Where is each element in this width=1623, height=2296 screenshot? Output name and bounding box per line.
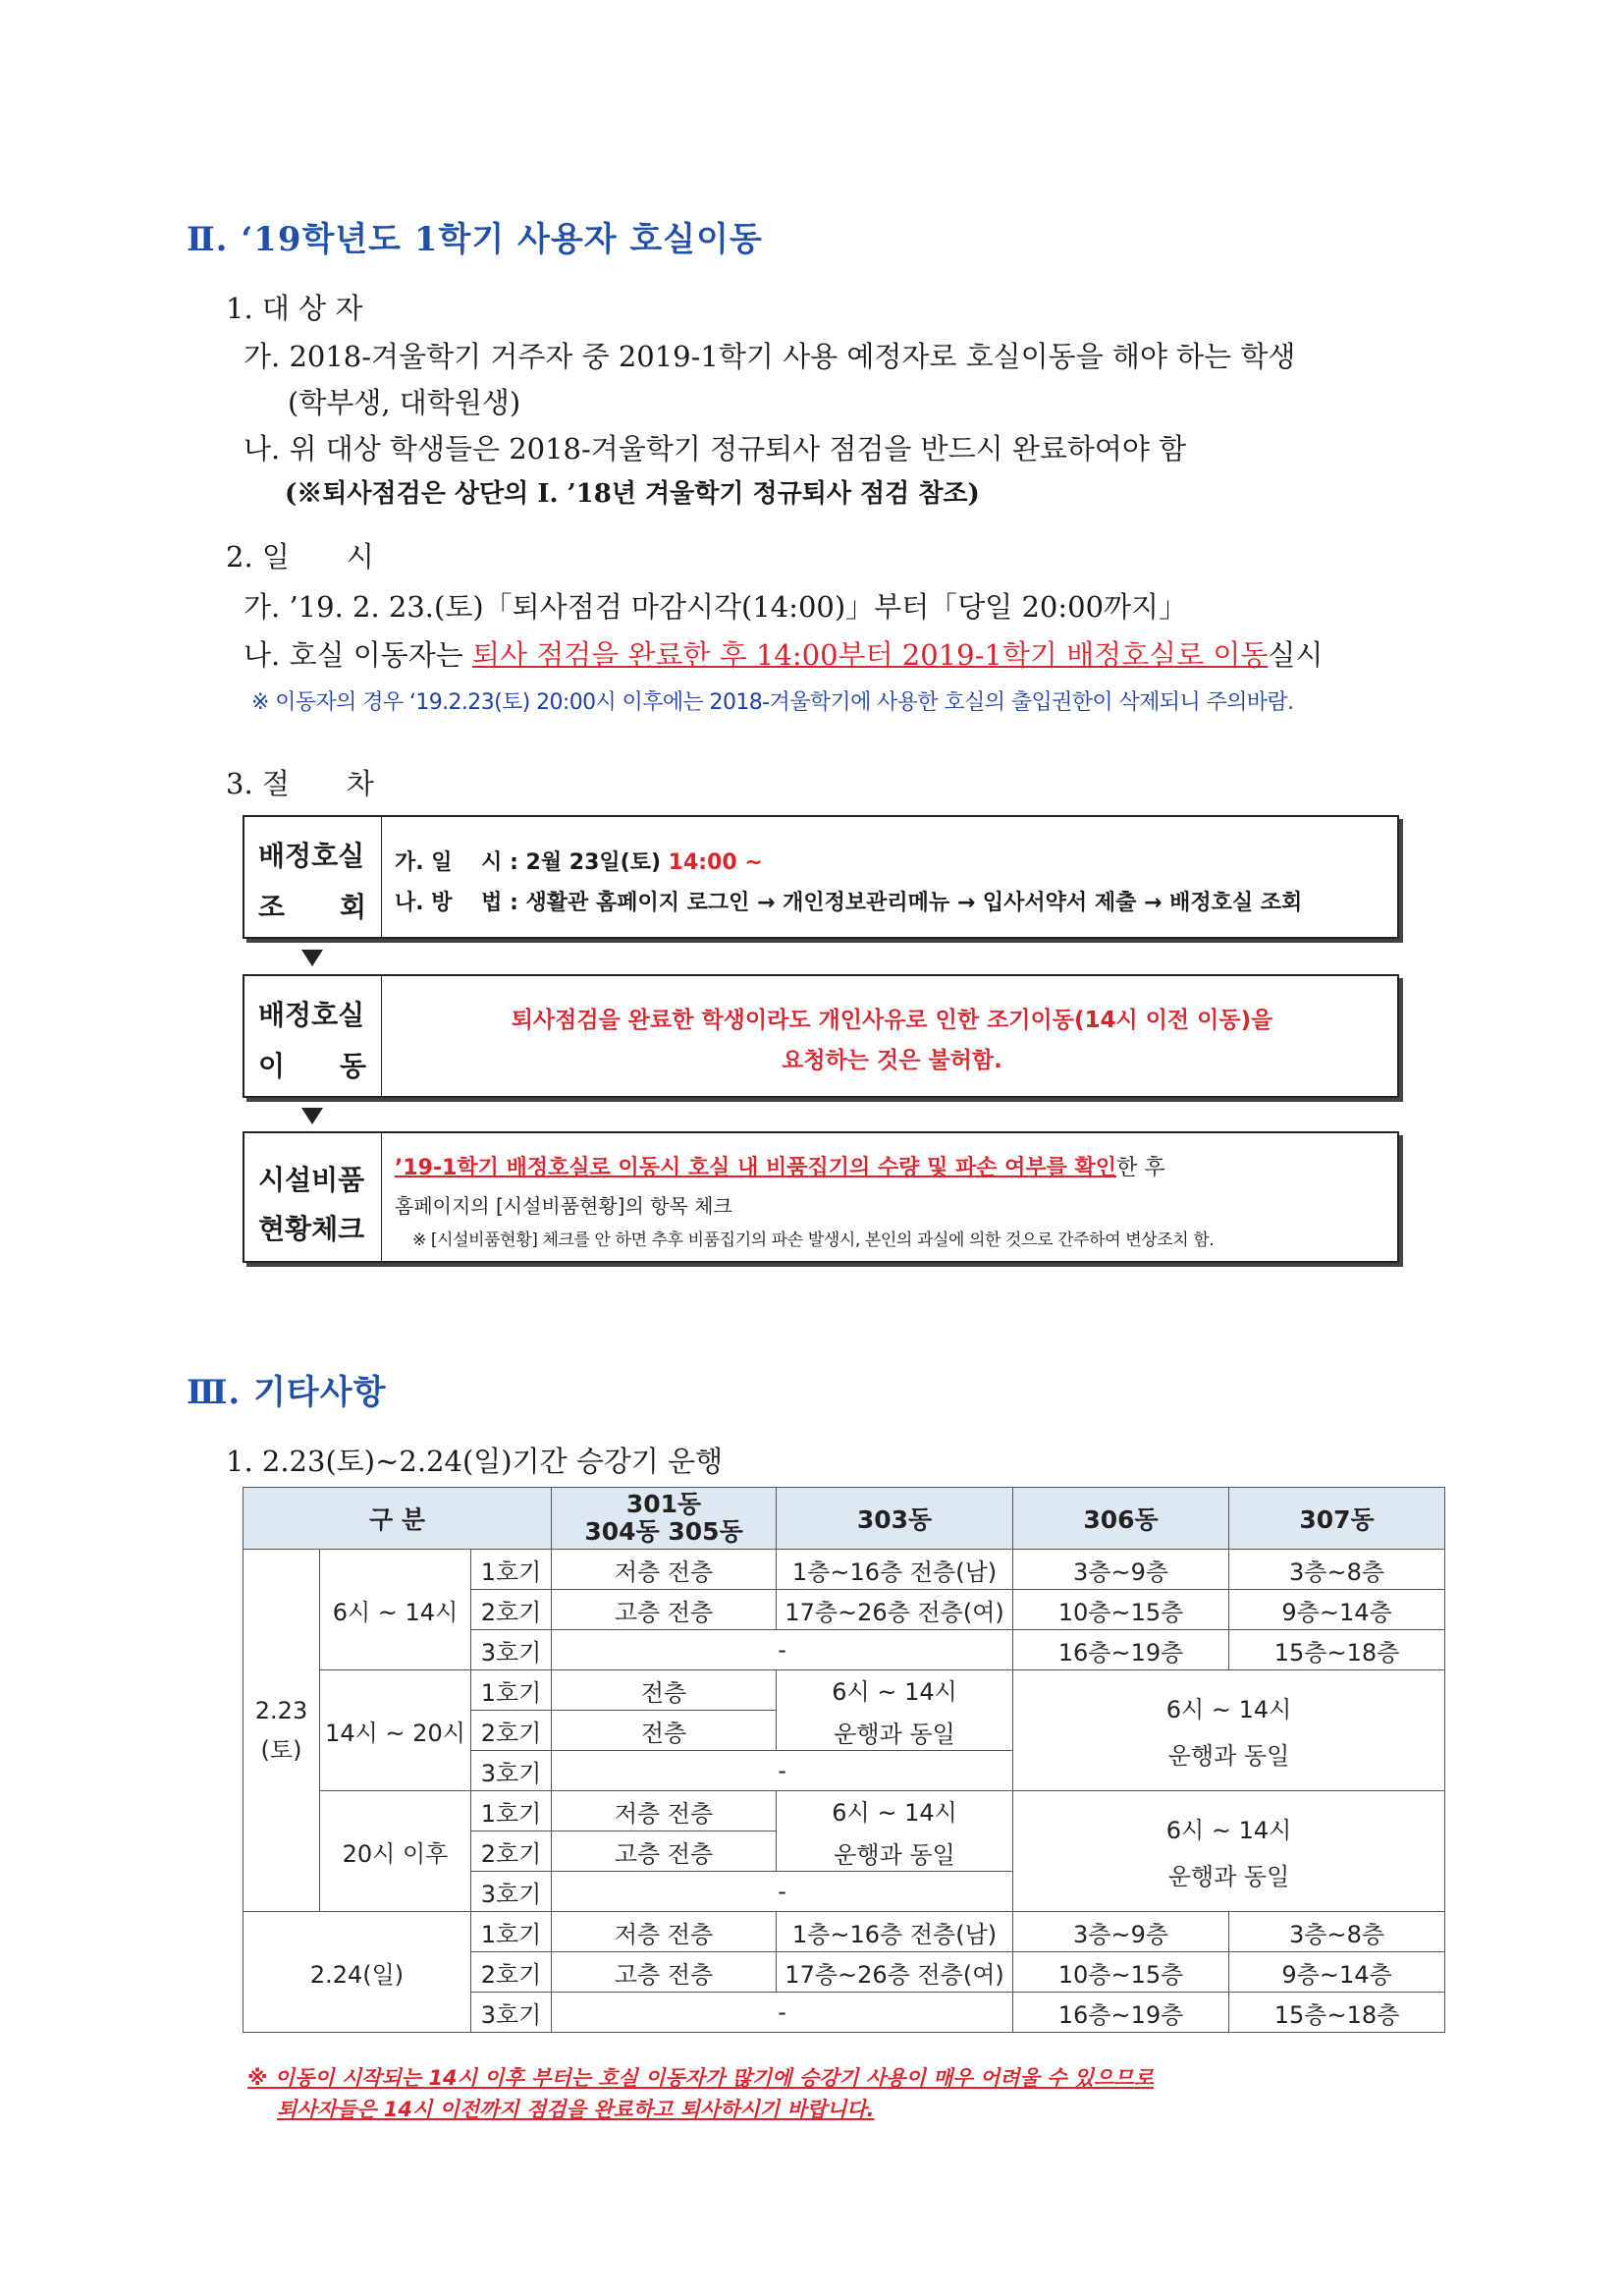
item2-b-prefix: 나. 호실 이동자는 xyxy=(243,638,472,672)
table-cell: 9층~14층 xyxy=(1229,1590,1445,1630)
lookup-line1-time: 14:00 ~ xyxy=(668,850,763,875)
header-bldg-307: 307동 xyxy=(1229,1488,1445,1550)
lookup-label-line1: 배정호실 xyxy=(258,840,365,872)
table-cell: 3층~9층 xyxy=(1013,1550,1229,1590)
header-bldg-303: 303동 xyxy=(777,1488,1013,1550)
item1-a-line1: 가. 2018-겨울학기 거주자 중 2019-1학기 사용 예정자로 호실이동을 해야 하는 학생 xyxy=(243,340,1296,373)
down-arrow-icon xyxy=(301,1108,323,1124)
item2-note: ※ 이동자의 경우 ‘19.2.23(토) 20:00시 이후에는 2018-겨울학기에 사용한 호실의 출입권한이 삭제되니 주의바람. xyxy=(251,690,1294,715)
unit-cell: 3호기 xyxy=(471,1630,552,1670)
table-cell: 고층 전층 xyxy=(552,1831,777,1872)
procedure-box-move-label xyxy=(244,976,382,1096)
item3-title: 3. 절 차 xyxy=(226,767,374,800)
table-cell: 3층~8층 xyxy=(1229,1550,1445,1590)
procedure-box-facility-check xyxy=(243,1131,1399,1263)
table-cell: - xyxy=(552,1751,1013,1791)
unit-cell: 2호기 xyxy=(471,1831,552,1872)
period3-cell: 20시 이후 xyxy=(320,1791,471,1912)
unit-cell: 2호기 xyxy=(471,1711,552,1751)
table-row xyxy=(243,1550,1445,1590)
facility-line2: 홈페이지의 [시설비품현황]의 항목 체크 xyxy=(395,1194,732,1218)
section3-item1-title: 1. 2.23(토)~2.24(일)기간 승강기 운행 xyxy=(226,1445,724,1478)
item2-b-highlight: 퇴사 점검을 완료한 후 14:00부터 2019-1학기 배정호실로 이동 xyxy=(471,638,1269,672)
table-cell: 6시 ~ 14시 운행과 동일 xyxy=(1013,1791,1445,1912)
unit-cell: 1호기 xyxy=(471,1912,552,1952)
table-cell: 전층 xyxy=(552,1711,777,1751)
table-cell: 저층 전층 xyxy=(552,1912,777,1952)
section3-heading: Ⅲ. 기타사항 xyxy=(187,1373,387,1412)
lookup-line2: 나. 방 법 : 생활관 홈페이지 로그인 → 개인정보관리메뉴 → 입사서약서 제출 → 배정호실 조회 xyxy=(395,891,1303,915)
unit-cell: 3호기 xyxy=(471,1751,552,1791)
unit-cell: 1호기 xyxy=(471,1550,552,1590)
table-cell: 15층~18층 xyxy=(1229,1630,1445,1670)
table-cell: 고층 전층 xyxy=(552,1952,777,1993)
table-cell: - xyxy=(552,1993,1013,2033)
table-cell: - xyxy=(552,1630,1013,1670)
table-cell: 16층~19층 xyxy=(1013,1993,1229,2033)
lookup-line1 xyxy=(395,846,763,876)
unit-cell: 2호기 xyxy=(471,1952,552,1993)
day2-cell: 2.24(일) xyxy=(243,1912,471,2033)
unit-cell: 1호기 xyxy=(471,1670,552,1711)
table-cell: 6시 ~ 14시 운행과 동일 xyxy=(777,1791,1013,1872)
header-gubun: 구 분 xyxy=(243,1488,552,1550)
item2-b-line xyxy=(243,633,1323,674)
unit-cell: 2호기 xyxy=(471,1590,552,1630)
unit-cell: 3호기 xyxy=(471,1993,552,2033)
table-cell: - xyxy=(552,1872,1013,1912)
item2-title: 2. 일 시 xyxy=(226,540,374,574)
elevator-note-line2: 퇴사자들은 14시 이전까지 점검을 완료하고 퇴사하시기 바랍니다. xyxy=(277,2098,875,2121)
table-cell: 9층~14층 xyxy=(1229,1952,1445,1993)
procedure-box-move xyxy=(243,974,1399,1098)
table-cell: 17층~26층 전층(여) xyxy=(777,1590,1013,1630)
item2-b-suffix: 실시 xyxy=(1268,638,1324,672)
elevator-schedule-table xyxy=(243,1487,1445,2033)
item1-b-line: 나. 위 대상 학생들은 2018-겨울학기 정규퇴사 점검을 반드시 완료하여야 함 xyxy=(243,432,1187,465)
unit-cell: 3호기 xyxy=(471,1872,552,1912)
facility-line1 xyxy=(395,1151,1165,1181)
unit-cell: 1호기 xyxy=(471,1791,552,1831)
table-cell: 1층~16층 전층(남) xyxy=(777,1912,1013,1952)
move-line2: 요청하는 것은 불허함. xyxy=(782,1048,1002,1073)
item1-title: 1. 대 상 자 xyxy=(226,292,363,325)
item1-a-line2: (학부생, 대학원생) xyxy=(288,386,521,419)
table-cell: 1층~16층 전층(남) xyxy=(777,1550,1013,1590)
header-bldg-306: 306동 xyxy=(1013,1488,1229,1550)
table-row xyxy=(243,1670,1445,1711)
elevator-note-line1: ※ 이동이 시작되는 14시 이후 부터는 호실 이동자가 많기에 승강기 사용이 매우 어려울 수 있으므로 xyxy=(247,2066,1154,2090)
section2-heading: Ⅱ. ‘19학년도 1학기 사용자 호실이동 xyxy=(187,220,763,259)
table-cell: 16층~19층 xyxy=(1013,1630,1229,1670)
facility-label-line1: 시설비품 xyxy=(258,1164,365,1196)
table-header-row xyxy=(243,1488,1445,1550)
facility-line3: ※ [시설비품현황] 체크를 안 하면 추후 비품집기의 파손 발생시, 본인의 과실에 의한 것으로 간주하여 변상조치 함. xyxy=(412,1230,1215,1250)
lookup-line1-prefix: 가. 일 시 : 2월 23일(토) xyxy=(395,850,669,875)
down-arrow-icon xyxy=(301,950,323,966)
header-bldg-301-304-305: 301동 304동 305동 xyxy=(552,1488,777,1550)
table-row xyxy=(243,1912,1445,1952)
facility-line1-highlight: ’19-1학기 배정호실로 이동시 호실 내 비품집기의 수량 및 파손 여부를 확인 xyxy=(395,1156,1117,1180)
table-cell: 3층~8층 xyxy=(1229,1912,1445,1952)
table-row xyxy=(243,1791,1445,1831)
item1-b-note: (※퇴사점검은 상단의 Ⅰ. ’18년 겨울학기 정규퇴사 점검 참조) xyxy=(285,479,980,509)
facility-label-line2: 현황체크 xyxy=(258,1213,365,1245)
table-cell: 15층~18층 xyxy=(1229,1993,1445,2033)
procedure-box-lookup-label xyxy=(244,817,382,937)
lookup-label-line2: 조 회 xyxy=(258,891,367,923)
move-line1: 퇴사점검을 완료한 학생이라도 개인사유로 인한 조기이동(14시 이전 이동)을 xyxy=(511,1008,1273,1033)
table-cell: 17층~26층 전층(여) xyxy=(777,1952,1013,1993)
table-cell: 저층 전층 xyxy=(552,1550,777,1590)
facility-line1-suffix: 한 후 xyxy=(1116,1156,1165,1180)
item2-a-line: 가. ’19. 2. 23.(토)「퇴사점검 마감시각(14:00)」부터「당일 20:00까지」 xyxy=(243,590,1188,624)
table-cell: 저층 전층 xyxy=(552,1791,777,1831)
table-cell: 6시 ~ 14시 운행과 동일 xyxy=(777,1670,1013,1751)
period2-cell: 14시 ~ 20시 xyxy=(320,1670,471,1791)
move-label-line2: 이 동 xyxy=(258,1050,367,1082)
procedure-box-lookup xyxy=(243,815,1399,939)
table-cell: 전층 xyxy=(552,1670,777,1711)
table-cell: 10층~15층 xyxy=(1013,1590,1229,1630)
move-label-line1: 배정호실 xyxy=(258,999,365,1031)
table-cell: 6시 ~ 14시 운행과 동일 xyxy=(1013,1670,1445,1791)
table-cell: 고층 전층 xyxy=(552,1590,777,1630)
procedure-box-facility-label xyxy=(244,1133,382,1261)
table-cell: 3층~9층 xyxy=(1013,1912,1229,1952)
table-cell: 10층~15층 xyxy=(1013,1952,1229,1993)
day1-cell: 2.23 (토) xyxy=(243,1550,320,1912)
period1-cell: 6시 ~ 14시 xyxy=(320,1550,471,1670)
